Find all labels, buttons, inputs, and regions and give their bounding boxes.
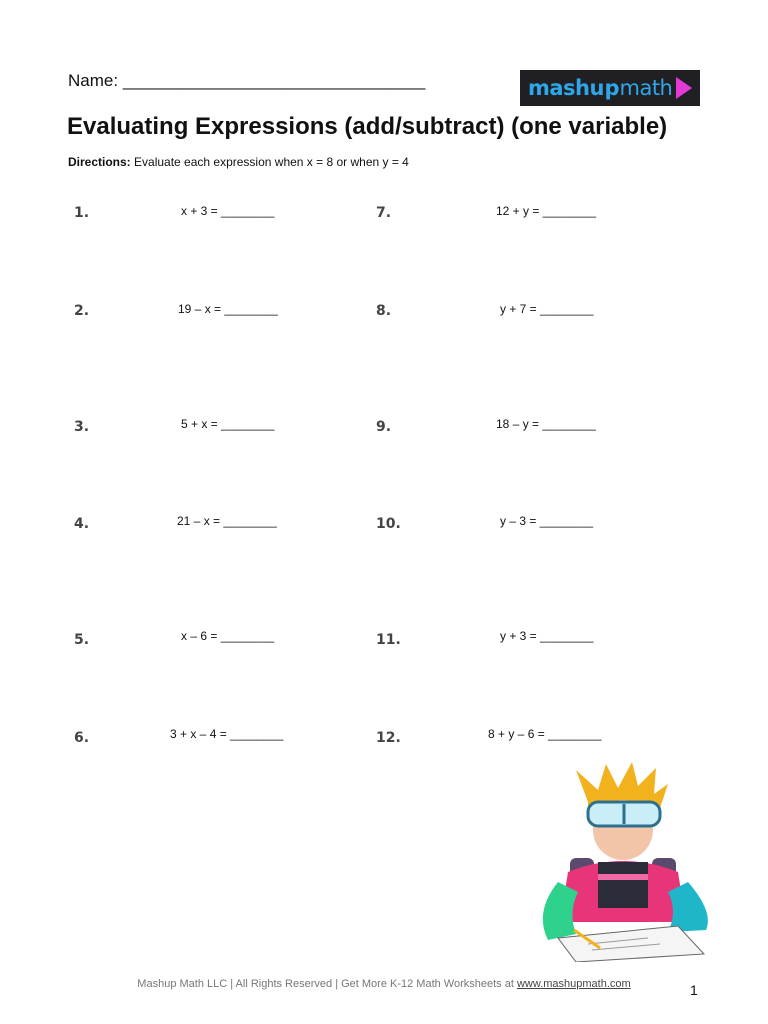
- problem-number: 4.: [74, 516, 90, 532]
- problem-number: 8.: [376, 303, 392, 319]
- footer-link[interactable]: www.mashupmath.com: [516, 978, 631, 990]
- name-label: Name:: [68, 71, 119, 90]
- problem-number: 5.: [74, 632, 90, 648]
- student-illustration: [528, 762, 718, 962]
- footer-text: Mashup Math LLC | All Rights Reserved | Get More K-12 Math Worksheets at: [137, 978, 517, 990]
- name-field[interactable]: [68, 71, 425, 91]
- problem-number: 7.: [376, 205, 392, 221]
- problem-expression[interactable]: y + 3 = ________: [500, 629, 594, 643]
- footer: [0, 978, 768, 990]
- problem-expression[interactable]: 3 + x – 4 = ________: [170, 727, 284, 741]
- problem-number: 12.: [376, 730, 401, 746]
- right-arm: [668, 882, 708, 932]
- problem-expression[interactable]: 5 + x = ________: [181, 417, 275, 431]
- problem-expression[interactable]: 19 – x = ________: [178, 302, 278, 316]
- problem-expression[interactable]: 21 – x = ________: [177, 514, 277, 528]
- page-title: Evaluating Expressions (add/subtract) (one variable): [67, 113, 668, 140]
- problem-number: 3.: [74, 419, 90, 435]
- problem-expression[interactable]: y – 3 = ________: [500, 514, 594, 528]
- problem-number: 6.: [74, 730, 90, 746]
- problem-number: 1.: [74, 205, 90, 221]
- problem-expression[interactable]: 12 + y = ________: [496, 204, 597, 218]
- problem-expression[interactable]: 8 + y – 6 = ________: [488, 727, 602, 741]
- directions: [68, 155, 409, 169]
- problem-expression[interactable]: x + 3 = ________: [181, 204, 275, 218]
- paper-icon: [558, 926, 704, 962]
- play-arrow-icon: [676, 77, 692, 99]
- logo-up: up: [589, 76, 620, 100]
- logo-mash: mash: [528, 76, 590, 100]
- problem-number: 9.: [376, 419, 392, 435]
- directions-label: Directions:: [68, 155, 131, 169]
- shirt-shape: [598, 862, 648, 908]
- logo-math: math: [619, 76, 673, 100]
- page-number: 1: [690, 982, 698, 998]
- problem-number: 2.: [74, 303, 90, 319]
- problem-number: 11.: [376, 632, 401, 648]
- mashupmath-logo: [520, 70, 700, 106]
- problem-expression[interactable]: 18 – y = ________: [496, 417, 596, 431]
- problem-expression[interactable]: x – 6 = ________: [181, 629, 275, 643]
- problem-expression[interactable]: y + 7 = ________: [500, 302, 594, 316]
- name-blank[interactable]: ________________________________: [122, 71, 426, 90]
- problem-number: 10.: [376, 516, 401, 532]
- directions-text: Evaluate each expression when x = 8 or when y = 4: [130, 155, 409, 169]
